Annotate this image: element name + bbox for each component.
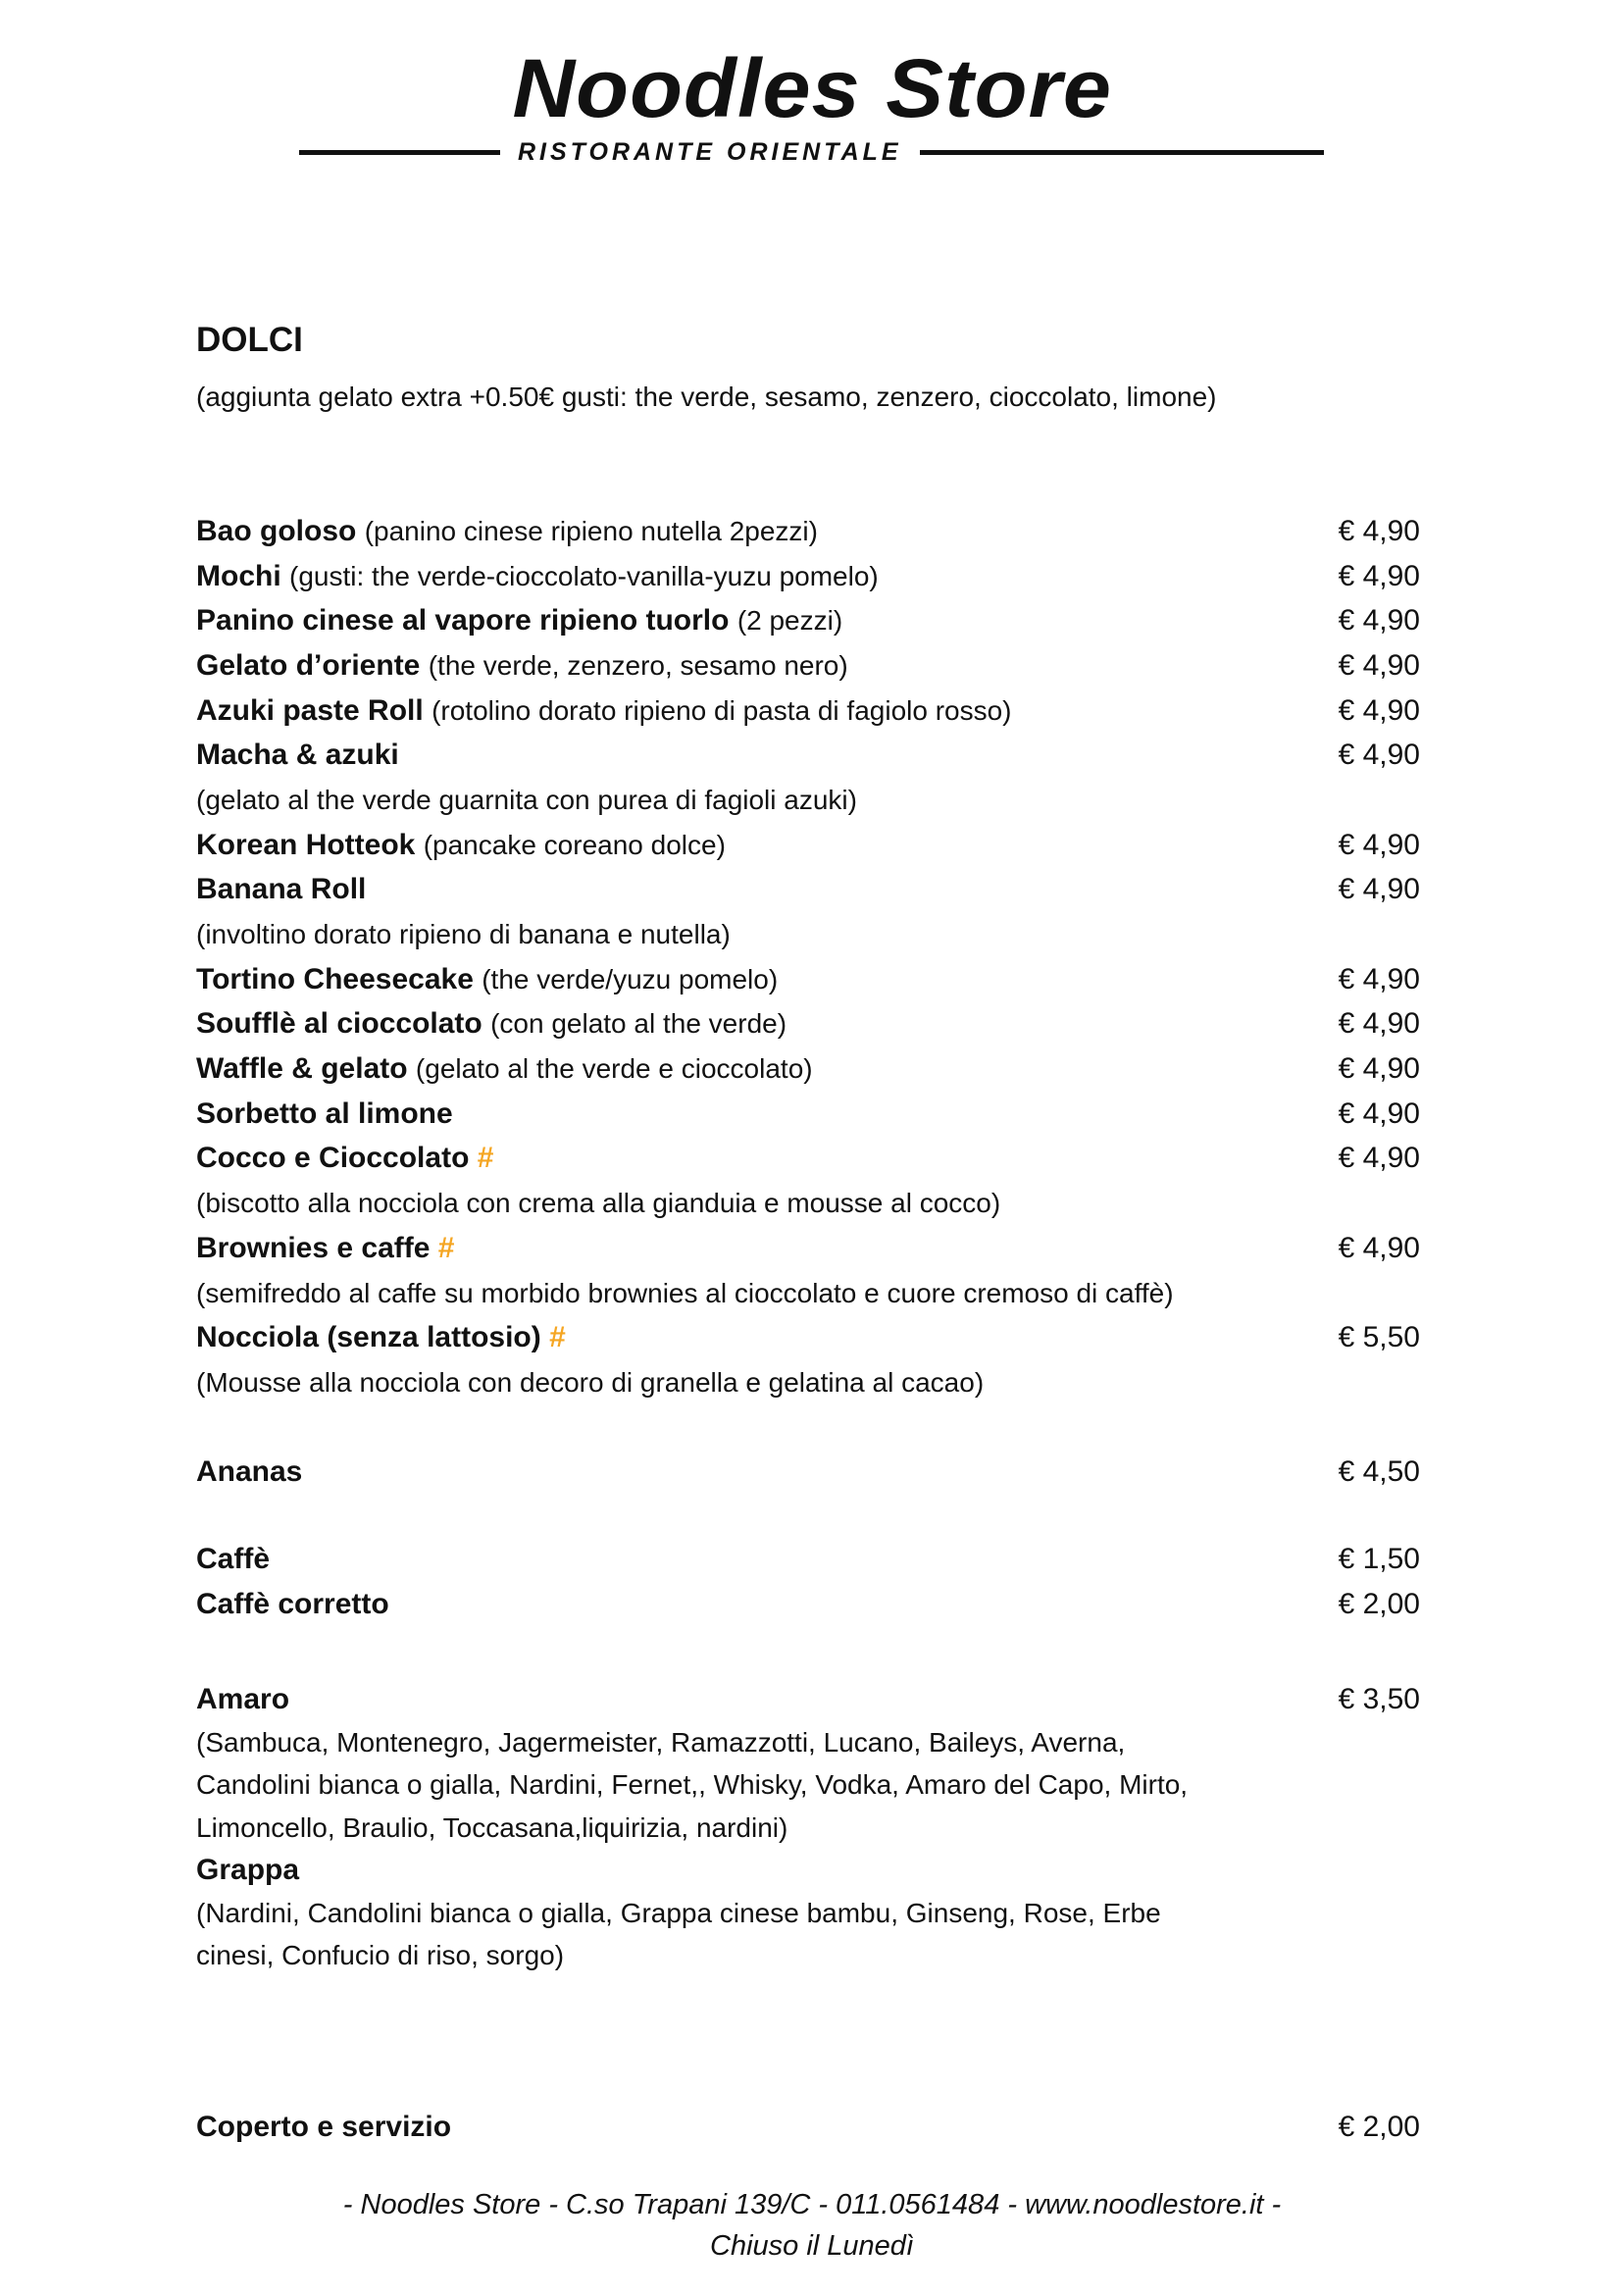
menu-item [196, 1678, 1420, 1721]
menu-item-price: € 2,00 [1338, 2110, 1420, 2143]
logo-subtitle: RISTORANTE ORIENTALE [518, 138, 902, 166]
menu-item-name: Cocco e Cioccolato [196, 1142, 470, 1175]
group-amaro [196, 1678, 1420, 1977]
menu-item-label [196, 1007, 787, 1041]
footer-closing-day: Chiuso il Lunedì [710, 2230, 914, 2262]
menu-item-label [196, 1543, 270, 1576]
menu-item-label [196, 1678, 289, 1721]
menu-item-name: Ananas [196, 1454, 303, 1488]
menu-item [196, 1537, 1420, 1582]
menu-item-name: Korean Hotteok [196, 828, 416, 861]
section-title: DOLCI [196, 321, 303, 359]
menu-item-price: € 4,90 [1338, 962, 1420, 995]
group-coperto [196, 2105, 1420, 2150]
menu-item [196, 1582, 1420, 1627]
logo-subtitle-row [299, 137, 1324, 167]
menu-item-name: Soufflè al cioccolato [196, 1007, 482, 1041]
menu-item-detail: (gelato al the verde e cioccolato) [415, 1053, 813, 1085]
menu-item [196, 823, 1420, 868]
menu-item [196, 1002, 1420, 1047]
menu-item-description: cinesi, Confucio di riso, sorgo) [196, 1940, 565, 1970]
menu-item-name: Waffle & gelato [196, 1052, 408, 1086]
menu-item-price: € 4,90 [1338, 1142, 1420, 1175]
menu-item-label [196, 963, 778, 996]
menu-item-price: € 5,50 [1338, 1321, 1420, 1354]
menu-item-label [196, 560, 879, 593]
menu-item-price: € 4,90 [1338, 873, 1420, 906]
menu-item-name: Grappa [196, 1854, 300, 1886]
menu-item-price: € 4,90 [1338, 604, 1420, 637]
footer [0, 2184, 1624, 2267]
menu-item-label [196, 1097, 453, 1131]
menu-item-price: € 4,90 [1338, 1231, 1420, 1264]
menu-item [196, 1137, 1420, 1182]
menu-item-description: Candolini bianca o gialla, Nardini, Fernet,, Whisky, Vodka, Amaro del Capo, Mirto, [196, 1769, 1189, 1800]
menu-item [196, 957, 1420, 1002]
menu-item-price: € 4,90 [1338, 559, 1420, 592]
logo-title: Noodles Store [512, 42, 1112, 134]
section-note: (aggiunta gelato extra +0.50€ gusti: the verde, sesamo, zenzero, cioccolato, limone) [196, 382, 1217, 412]
menu-item-description: (Sambuca, Montenegro, Jagermeister, Ramazzotti, Lucano, Baileys, Averna, [196, 1726, 1126, 1758]
restaurant-logo [0, 42, 1624, 134]
menu-item-detail: (con gelato al the verde) [490, 1008, 787, 1040]
menu-item-price: € 4,90 [1338, 693, 1420, 727]
menu-item-name: Macha & azuki [196, 739, 399, 772]
menu-item-description: Limoncello, Braulio, Toccasana,liquirizia, nardini) [196, 1811, 788, 1843]
menu-item-name: Coperto e servizio [196, 2110, 452, 2143]
menu-item-price: € 3,50 [1338, 1683, 1420, 1715]
menu-item-name: Nocciola (senza lattosio) [196, 1321, 541, 1354]
menu-item-price: € 4,90 [1338, 648, 1420, 682]
menu-item-description: (semifreddo al caffe su morbido brownies al cioccolato e cuore cremoso di caffè) [196, 1277, 1174, 1308]
menu-item [196, 1092, 1420, 1137]
divider [299, 150, 500, 155]
menu-item-description: (gelato al the verde guarnita con purea di fagioli azuki) [196, 785, 857, 816]
menu-item-detail: (the verde/yuzu pomelo) [482, 963, 779, 994]
menu-item [196, 688, 1420, 734]
menu-item [196, 1046, 1420, 1092]
menu-item-price: € 4,90 [1338, 514, 1420, 547]
menu-item-price: € 1,50 [1338, 1542, 1420, 1575]
menu-item-label [196, 2111, 451, 2144]
menu-item [196, 1315, 1420, 1360]
menu-item-description: (Mousse alla nocciola con decoro di granella e gelatina al cacao) [196, 1367, 985, 1399]
menu-item-name: Banana Roll [196, 873, 367, 906]
menu-item-name: Panino cinese al vapore ripieno tuorlo [196, 604, 730, 637]
menu-item-detail: (the verde, zenzero, sesamo nero) [428, 649, 848, 681]
menu-item-name: Caffè [196, 1542, 271, 1575]
menu-item-label [196, 515, 818, 548]
menu-item-label [196, 649, 848, 683]
menu-item-label [196, 1321, 566, 1354]
menu-item-name: Bao goloso [196, 514, 357, 547]
divider [920, 150, 1324, 155]
menu-item [196, 2105, 1420, 2150]
new-item-marker: # [437, 1231, 455, 1264]
menu-item-price: € 2,00 [1338, 1587, 1420, 1620]
menu-item-name: Gelato d’oriente [196, 648, 421, 682]
menu-item-price: € 4,90 [1338, 1052, 1420, 1086]
menu-item-price: € 4,50 [1338, 1454, 1420, 1488]
menu-item-description: (biscotto alla nocciola con crema alla gianduia e mousse al cocco) [196, 1188, 1001, 1219]
menu-item [196, 509, 1420, 554]
menu-item [196, 1226, 1420, 1271]
menu-item-detail: (gusti: the verde-cioccolato-vanilla-yuzu pomelo) [289, 560, 879, 591]
menu-item-label [196, 739, 399, 772]
new-item-marker: # [477, 1142, 494, 1175]
menu-item-label [196, 1588, 389, 1621]
menu-item-price: € 4,90 [1338, 828, 1420, 861]
menu-item-price: € 4,90 [1338, 1007, 1420, 1041]
menu-item-name: Mochi [196, 559, 281, 592]
menu-item-price: € 4,90 [1338, 1096, 1420, 1130]
menu-item-label [196, 829, 726, 862]
menu-item [196, 868, 1420, 913]
menu-item-label [196, 604, 842, 637]
menu-item-label [196, 694, 1012, 728]
footer-contact: - Noodles Store - C.so Trapani 139/C - 011.0561484 - www.noodlestore.it - [342, 2189, 1282, 2220]
menu-item [196, 733, 1420, 778]
menu-item-label [196, 873, 366, 906]
menu-item-name: Caffè corretto [196, 1587, 389, 1620]
menu-item-label [196, 1052, 813, 1086]
menu-item-detail: (panino cinese ripieno nutella 2pezzi) [364, 515, 818, 546]
group-ananas [196, 1450, 1420, 1495]
menu-item-description: (Nardini, Candolini bianca o gialla, Grappa cinese bambu, Ginseng, Rose, Erbe [196, 1897, 1161, 1928]
menu-item-label [196, 1232, 454, 1265]
group-caffe [196, 1537, 1420, 1626]
menu-item [196, 643, 1420, 688]
menu-item [196, 554, 1420, 599]
group-dolci [196, 509, 1420, 1405]
menu-item-detail: (rotolino dorato ripieno di pasta di fagiolo rosso) [431, 694, 1012, 726]
menu-item-name: Amaro [196, 1683, 290, 1715]
menu-item-detail: (2 pezzi) [736, 605, 843, 637]
menu-item-price: € 4,90 [1338, 739, 1420, 772]
new-item-marker: # [549, 1321, 566, 1354]
menu-item-label [196, 1142, 493, 1175]
menu-item-name: Tortino Cheesecake [196, 962, 474, 995]
menu-item-label [196, 1455, 302, 1489]
menu-item-label [196, 1849, 299, 1892]
menu-item-name: Brownies e caffe [196, 1231, 431, 1264]
menu-item-name: Azuki paste Roll [196, 693, 424, 727]
menu-item-description: (involtino dorato ripieno di banana e nutella) [196, 919, 731, 950]
menu-item [196, 1450, 1420, 1495]
menu-item [196, 598, 1420, 643]
menu-item-detail: (pancake coreano dolce) [423, 829, 726, 860]
menu-item [196, 1849, 1420, 1892]
menu-item-name: Sorbetto al limone [196, 1096, 453, 1130]
